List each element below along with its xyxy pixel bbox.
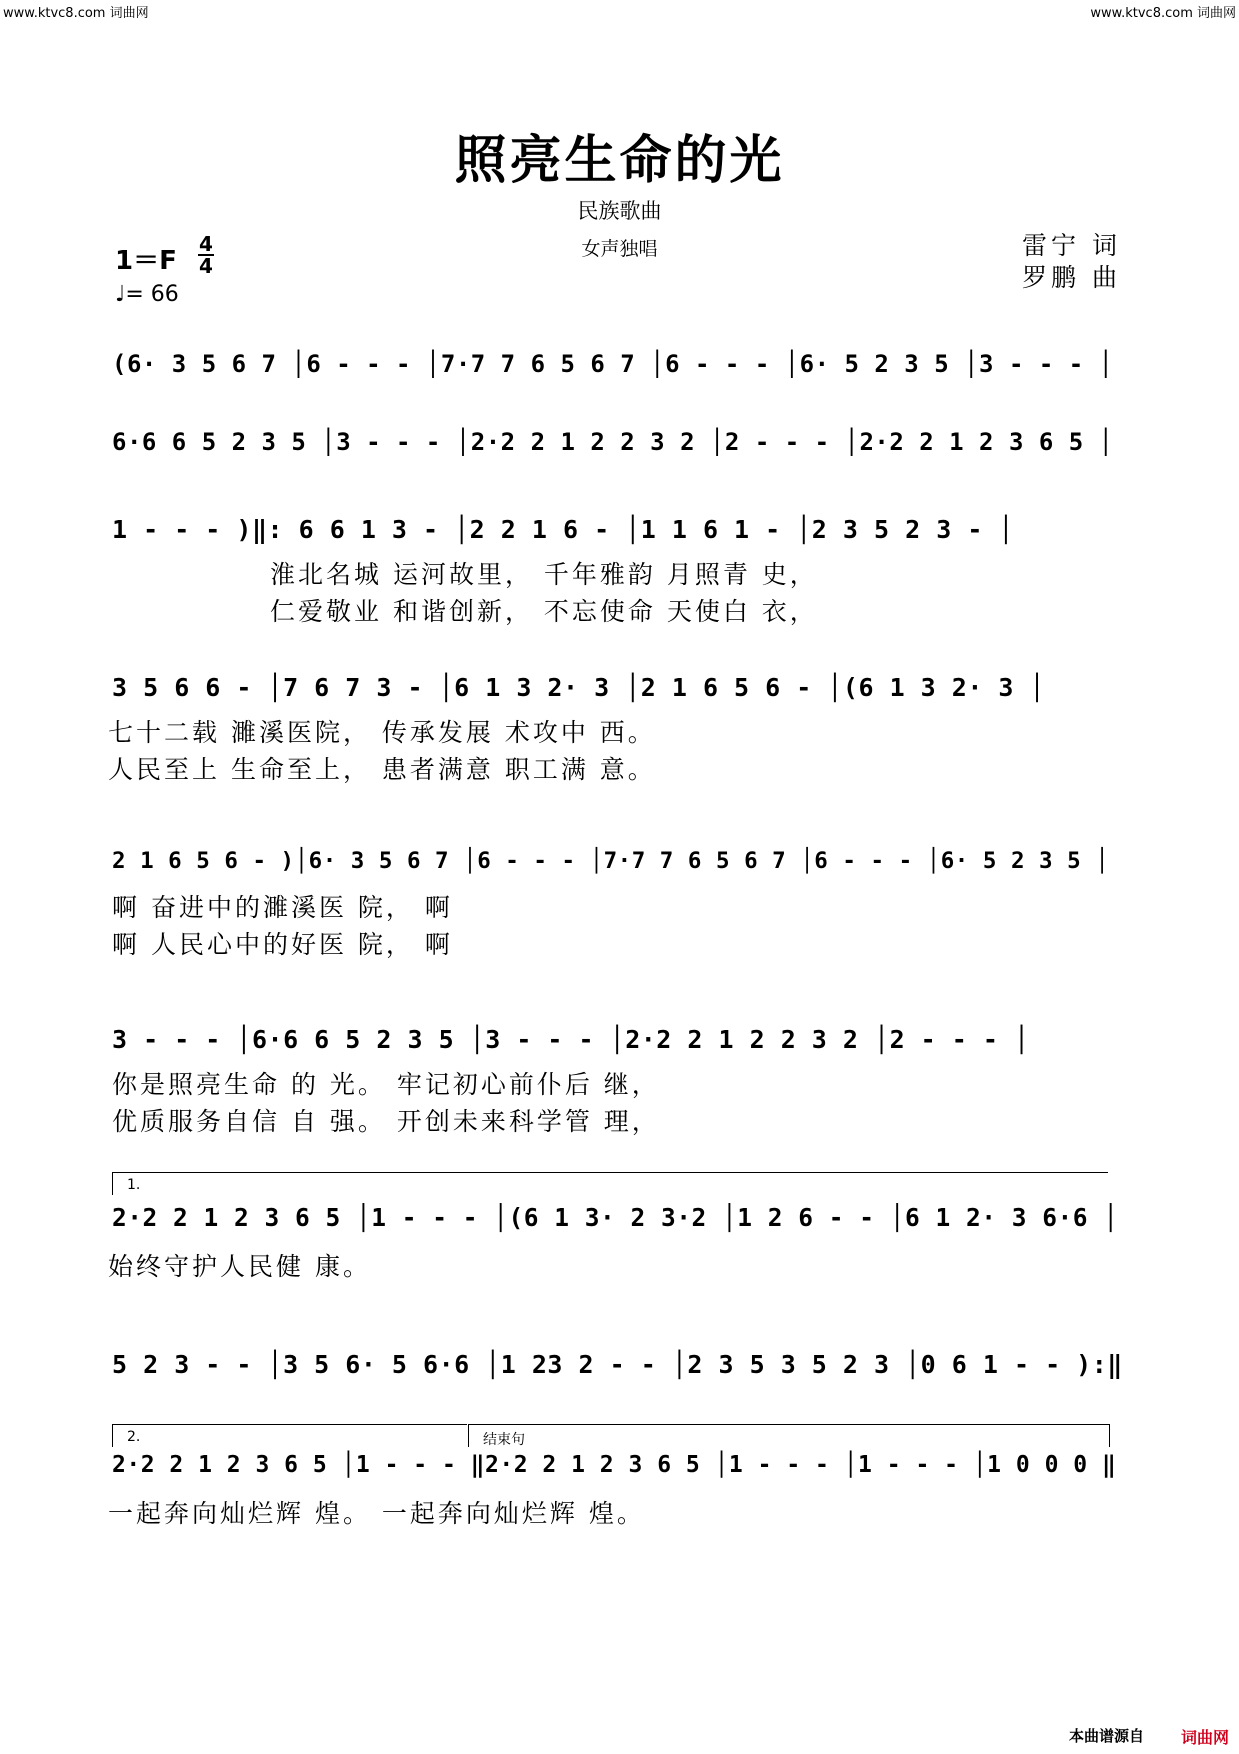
key-signature: 1＝F xyxy=(115,246,177,276)
tempo-marking: ♩= 66 xyxy=(115,282,179,307)
lyrics-verse-1: 始终守护人民健 康。 xyxy=(108,1252,371,1281)
score-line-notes: 6·6 6 5 2 3 5 │3 - - - │2·2 2 1 2 2 3 2 │2 - - - │2·2 2 1 2 3 6 5 │ xyxy=(112,428,1114,456)
score-line-notes: 2·2 2 1 2 3 6 5 │1 - - - │(6 1 3· 2 3·2 │1 2 6 - - │6 1 2· 3 6·6 │ xyxy=(112,1203,1119,1232)
composer-credit: 罗鹏 曲 xyxy=(1022,263,1121,292)
song-title: 照亮生命的光 xyxy=(454,130,785,191)
score-line-notes: 2 1 6 5 6 - )│6· 3 5 6 7 │6 - - - │7·7 7 6 5 6 7 │6 - - - │6· 5 2 3 5 │ xyxy=(112,848,1110,874)
lyricist-credit: 雷宁 词 xyxy=(1022,231,1121,260)
ending-phrase-bracket xyxy=(468,1424,1110,1447)
footer-source: 本曲谱源自 xyxy=(1068,1727,1144,1745)
lyrics-verse-1: 你是照亮生命 的 光。 牢记初心前仆后 继， xyxy=(112,1070,660,1099)
score-line-notes: 3 - - - │6·6 6 5 2 3 5 │3 - - - │2·2 2 1 2 2 3 2 │2 - - - │ xyxy=(112,1025,1030,1054)
time-signature xyxy=(198,234,214,276)
score-line-notes: 1 - - - )‖: 6 6 1 3 - │2 2 1 6 - │1 1 6 1 - │2 3 5 2 3 - │ xyxy=(112,515,1014,544)
site-watermark-left: www.ktvc8.com 词曲网 xyxy=(3,6,149,21)
lyrics-verse-2: 啊 人民心中的好医 院， 啊 xyxy=(112,930,453,959)
ending-phrase-label: 结束句 xyxy=(483,1432,525,1448)
volta-second-ending xyxy=(112,1424,467,1447)
volta-first-ending xyxy=(112,1172,1108,1195)
lyrics-verse-1: 啊 奋进中的濉溪医 院， 啊 xyxy=(112,893,453,922)
lyrics-verse-1: 七十二载 濉溪医院， 传承发展 术攻中 西。 xyxy=(108,718,656,747)
site-watermark-right: www.ktvc8.com 词曲网 xyxy=(1090,6,1236,21)
time-signature-top: 4 xyxy=(199,232,213,256)
lyrics-verse-2: 优质服务自信 自 强。 开创未来科学管 理， xyxy=(112,1107,660,1136)
lyrics-verse-2: 仁爱敬业 和谐创新， 不忘使命 天使白 衣， xyxy=(270,597,818,626)
lyrics-ending: 一起奔向灿烂辉 煌。 一起奔向灿烂辉 煌。 xyxy=(108,1499,645,1528)
volta-second-label: 2. xyxy=(127,1429,141,1445)
lyrics-verse-2: 人民至上 生命至上， 患者满意 职工满 意。 xyxy=(108,755,656,784)
song-genre: 民族歌曲 xyxy=(577,199,662,223)
lyrics-verse-1: 淮北名城 运河故里， 千年雅韵 月照青 史， xyxy=(270,560,818,589)
score-line-notes: 2·2 2 1 2 3 6 5 │1 - - - ‖2·2 2 1 2 3 6 5 │1 - - - │1 - - - │1 0 0 0 ‖ xyxy=(112,1452,1117,1478)
score-line-notes: 3 5 6 6 - │7 6 7 3 - │6 1 3 2· 3 │2 1 6 5 6 - │(6 1 3 2· 3 │ xyxy=(112,673,1046,702)
volta-first-label: 1. xyxy=(127,1177,141,1193)
time-signature-bottom: 4 xyxy=(199,254,213,278)
score-line-notes: 5 2 3 - - │3 5 6· 5 6·6 │1 23 2 - - │2 3 5 3 5 2 3 │0 6 1 - - ):‖ xyxy=(112,1350,1123,1379)
score-line-notes: (6· 3 5 6 7 │6 - - - │7·7 7 6 5 6 7 │6 - - - │6· 5 2 3 5 │3 - - - │ xyxy=(112,350,1114,378)
voice-type: 女声独唱 xyxy=(581,238,658,260)
footer-brand-logo: 词曲网 xyxy=(1180,1728,1229,1747)
